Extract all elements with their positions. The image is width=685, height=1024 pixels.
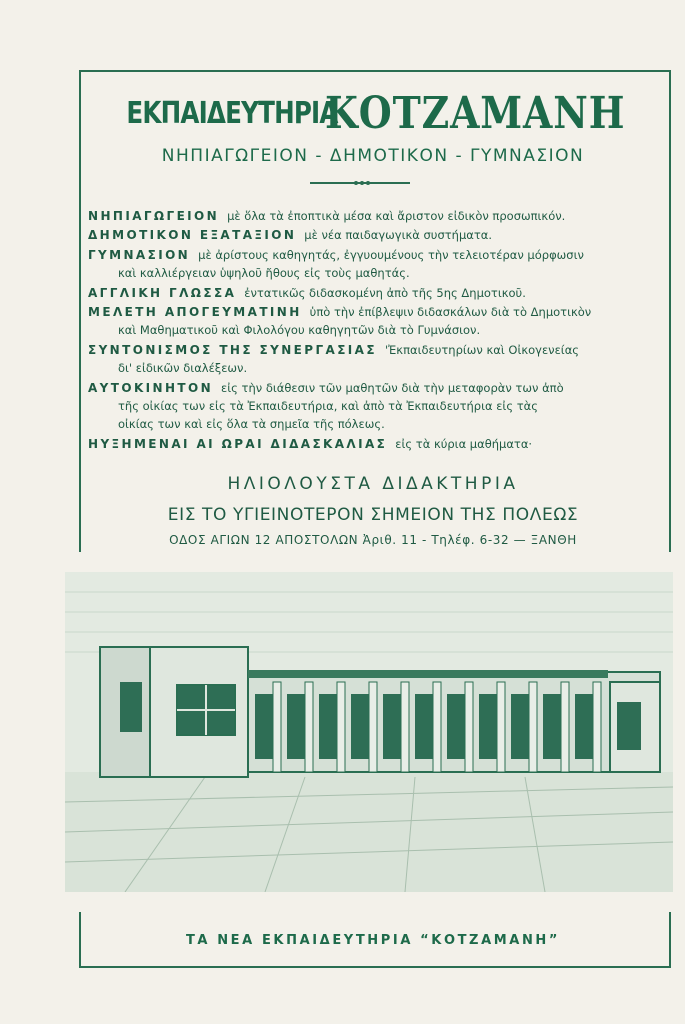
feature-text: μὲ ὅλα τὰ ἐποπτικὰ μέσα καὶ ἄριστον εἰδικὸν προσωπικόν. [227, 209, 566, 223]
feature-text-continued: δι' εἰδικῶν διαλέξεων. [118, 361, 248, 376]
feature-text-continued: καὶ Μαθηματικοῦ καὶ Φιλολόγου καθηγητῶν διὰ τὸ Γυμνάσιον. [118, 323, 481, 338]
feature-heading: ΔΗΜΟΤΙΚΟΝ ΕΞΑΤΑΞΙΟΝ [88, 228, 297, 243]
feature-text: ἐντατικῶς διδασκομένη ἀπὸ τῆς 5ης Δημοτικοῦ. [244, 285, 526, 300]
feature-entry [88, 435, 663, 453]
school-building-drawing-icon [65, 572, 673, 892]
subtitle: ΝΗΠΙΑΓΩΓΕΙΟΝ - ΔΗΜΟΤΙΚΟΝ - ΓΥΜΝΑΣΙΟΝ [161, 146, 585, 166]
feature-text: μὲ νέα παιδαγωγικὰ συστήματα. [304, 228, 493, 243]
feature-entry [88, 226, 663, 244]
feature-text: εἰς τὰ κύρια μαθήματα· [395, 436, 533, 451]
feature-entry [88, 207, 663, 225]
feature-text: ὑπὸ τὴν ἐπίβλεψιν διδασκάλων διὰ τὸ Δημοτικὸν [309, 305, 592, 320]
feature-heading: ΓΥΜΝΑΣΙΟΝ [88, 247, 191, 262]
feature-heading: ΝΗΠΙΑΓΩΓΕΙΟΝ [88, 209, 220, 223]
feature-text: μὲ ἀρίστους καθηγητάς, ἐγγυουμένους τὴν τελειοτέραν μόρφωσιν [198, 247, 584, 262]
feature-heading: ΣΥΝΤΟΝΙΣΜΟΣ ΤΗΣ ΣΥΝΕΡΓΑΣΙΑΣ [88, 342, 377, 357]
title-name: ΚΟΤΖΑΜΑΝΗ [324, 88, 626, 139]
feature-heading: ΑΓΓΛΙΚΗ ΓΛΩΣΣΑ [88, 285, 237, 300]
divider-ornament [310, 181, 410, 185]
feature-entry [88, 341, 663, 378]
title-prefix: ΕΚΠΑΙΔΕΥΤΗΡΙΑ [126, 96, 338, 131]
page-title [80, 88, 666, 139]
feature-heading: ΜΕΛΕΤΗ ΑΠΟΓΕΥΜΑΤΙΝΗ [88, 305, 302, 320]
feature-list [88, 207, 663, 454]
footer-caption: ΤΑ ΝΕΑ ΕΚΠΑΙΔΕΥΤΗΡΙΑ “ΚΟΤΖΑΜΑΝΗ” [185, 933, 561, 948]
feature-entry [88, 303, 663, 340]
feature-entry [88, 284, 663, 302]
school-building-illustration [65, 572, 673, 892]
feature-heading: ΗΥΞΗΜΕΝΑΙ ΑΙ ΩΡΑΙ ΔΙΔΑΣΚΑΛΙΑΣ [88, 436, 388, 451]
sunny-classrooms-line: ΗΛΙΟΛΟΥΣΤΑ ΔΙΔΑΚΤΗΡΙΑ [227, 474, 519, 494]
address-line: ΟΔΟΣ ΑΓΙΩΝ 12 ΑΠΟΣΤΟΛΩΝ Ἀριθ. 11 - Τηλέφ. 6-32 — ΞΑΝΘΗ [169, 533, 577, 547]
feature-text-continued: τῆς οἰκίας των εἰς τὰ Ἐκπαιδευτήρια, καὶ ἀπὸ τὰ Ἐκπαιδευτήρια εἰς τὰς [118, 399, 538, 414]
feature-text-continued: οἰκίας των καὶ εἰς ὅλα τὰ σημεῖα τῆς πόλεως. [118, 417, 385, 432]
feature-text-continued: καὶ καλλιέργειαν ὑψηλοῦ ἤθους εἰς τοὺς μαθητάς. [118, 266, 410, 281]
feature-text: εἰς τὴν διάθεσιν τῶν μαθητῶν διὰ τὴν μεταφορὰν των ἀπὸ [221, 380, 564, 395]
healthiest-location-line: ΕΙΣ ΤΟ ΥΓΙΕΙΝΟΤΕΡΟΝ ΣΗΜΕΙΟΝ ΤΗΣ ΠΟΛΕΩΣ [167, 505, 579, 525]
feature-entry [88, 246, 663, 283]
feature-entry [88, 379, 663, 434]
feature-text: 'Ἐκπαιδευτηρίων καὶ Οἰκογενείας [384, 342, 580, 357]
feature-heading: ΑΥΤΟΚΙΝΗΤΟΝ [88, 380, 214, 395]
